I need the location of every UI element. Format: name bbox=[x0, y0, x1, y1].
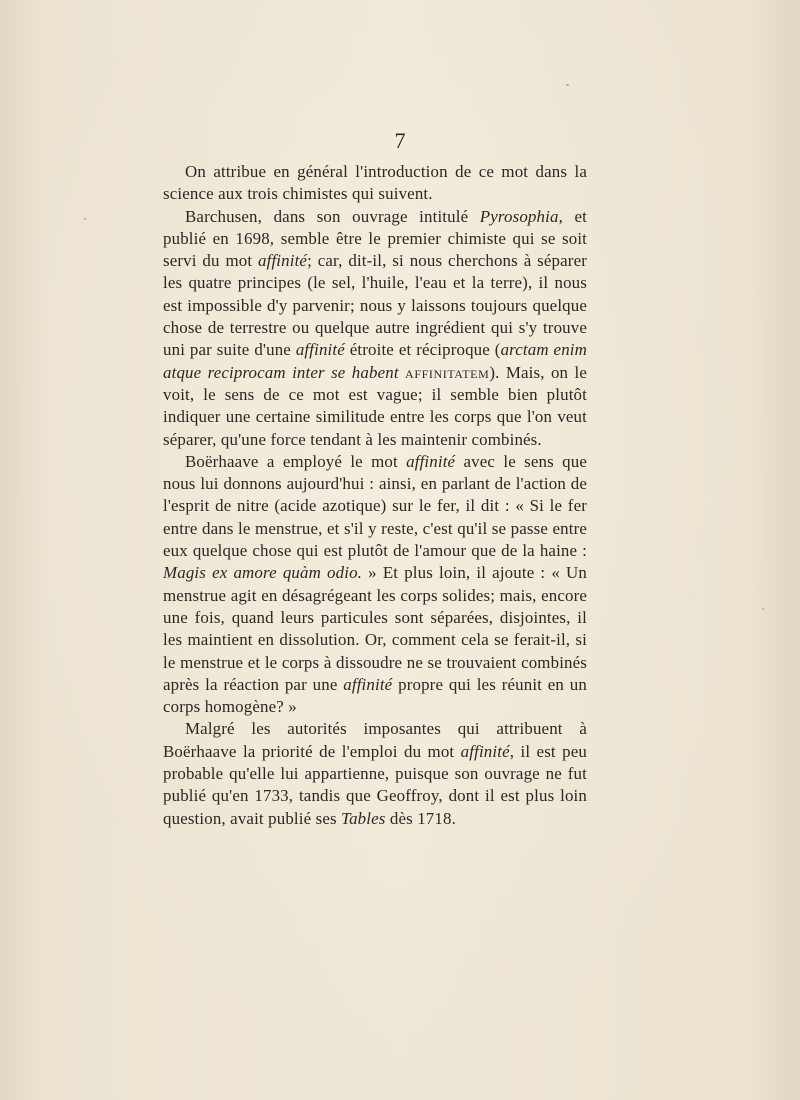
text-run: , et publié en 1698, semble être le premier chimiste qui se soit servi du mot bbox=[163, 206, 587, 271]
text-run: étroite et réciproque ( bbox=[344, 340, 501, 360]
text-run: » Et plus loin, il ajoute : « Un menstrue agit en désagrégeant les corps solides; mais, encore une fois, quand leurs particules sont séparées, disjointes, il les maintient en dissolution. Or, comment cela se ferait-il, si le menstrue et le corps à dissoudre ne se trouvaient combinés après la réaction par une bbox=[163, 563, 587, 694]
italic-run: Pyrosophia bbox=[479, 206, 559, 226]
text-run: ; car, dit-il, si nous cherchons à séparer les quatre principes (le sel, l'huile, l'eau et la terre), il nous est impossible d'y parvenir; nous y laissons toujours quelque chose de terrestre ou quelque autre ingrédient qui s'y trouve uni par suite d'une bbox=[163, 251, 587, 360]
text-run: propre qui les réunit en un corps homogène? » bbox=[163, 674, 588, 717]
italic-run: Tables bbox=[341, 808, 386, 828]
paper-speck bbox=[762, 608, 764, 610]
paragraph bbox=[163, 451, 587, 719]
italic-run: affinité bbox=[343, 674, 393, 694]
body-text bbox=[163, 161, 587, 830]
text-run: Barchusen, dans son ouvrage intitulé bbox=[185, 206, 480, 226]
italic-run: affinité bbox=[295, 340, 345, 360]
italic-run: arctam enim atque reciprocam inter se habent bbox=[163, 340, 587, 382]
text-run: avec le sens que nous lui donnons aujourd'hui : ainsi, en parlant de l'action de l'esprit de nitre (acide azotique) sur le fer, il dit : « Si le fer entre dans le menstrue, et s'il y reste, c'est qu'il se passe entre eux quelque chose qui est plutôt de l'amour que de la haine : bbox=[163, 451, 587, 561]
italic-run: Magis ex amore quàm odio. bbox=[163, 563, 363, 583]
italic-run: affinité bbox=[258, 251, 308, 271]
text-run: On attribue en général l'introduction de ce mot dans la science aux trois chimistes qui suivent. bbox=[163, 162, 587, 204]
italic-run: affinité bbox=[460, 741, 510, 761]
text-run: dès 1718. bbox=[385, 808, 456, 828]
paragraph bbox=[163, 718, 587, 829]
paper-speck bbox=[84, 218, 86, 220]
page-number: 7 bbox=[394, 128, 406, 153]
small-caps-run: affinitatem bbox=[405, 362, 490, 382]
text-run: Malgré les autorités imposantes qui attribuent à Boërhaave la priorité de l'emploi du mot bbox=[163, 719, 587, 761]
text-run: , il est peu probable qu'elle lui appartienne, puisque son ouvrage ne fut publié qu'en 1733, tandis que Geoffroy, dont il est plus loin question, avait publié ses bbox=[163, 741, 587, 828]
paragraph bbox=[163, 161, 587, 206]
paragraph bbox=[163, 206, 587, 451]
paper-speck bbox=[566, 84, 569, 86]
text-run: ). Mais, on le voit, le sens de ce mot est vague; il semble bien plutôt indiquer une certaine similitude entre les corps que l'on veut séparer, qu'une force tendant à les maintenir combinés. bbox=[163, 362, 587, 449]
italic-run: affinité bbox=[406, 451, 456, 471]
text-run: Boërhaave a employé le mot bbox=[185, 451, 407, 471]
